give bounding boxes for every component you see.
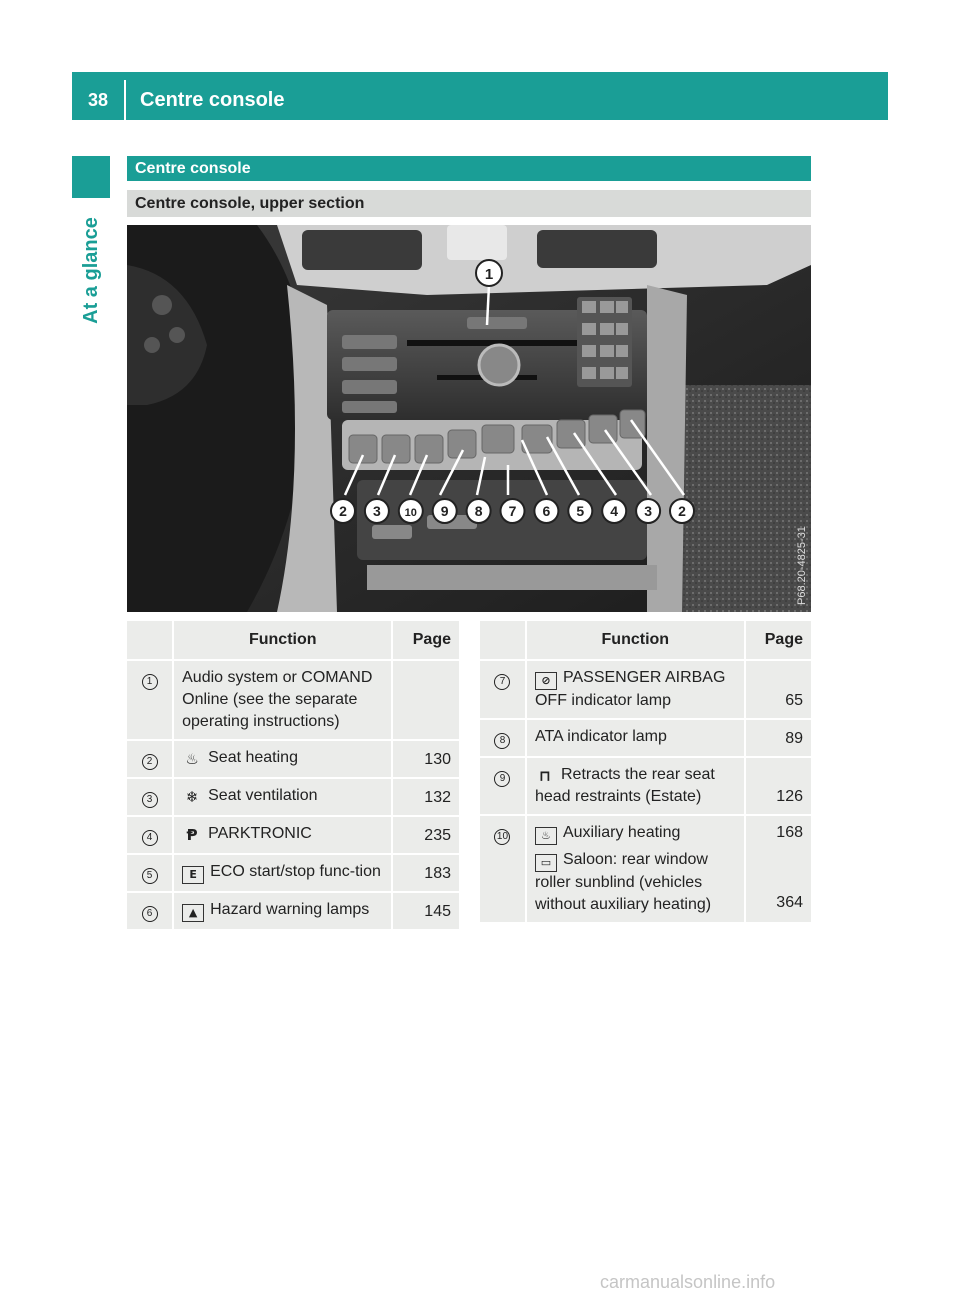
table-row <box>127 661 459 739</box>
page-ref: 168 <box>776 824 803 841</box>
function-text: Hazard warning lamps <box>210 901 370 918</box>
callout-3 <box>636 499 660 523</box>
callout-7 <box>501 499 525 523</box>
function-text: ATA indicator lamp <box>527 720 746 756</box>
image-code: P68.20-4825-31 <box>796 526 808 605</box>
callout-1 <box>476 260 502 286</box>
page-header <box>72 72 888 120</box>
item-number: 3 <box>142 792 158 808</box>
function-text: ECO start/stop func-tion <box>210 863 381 880</box>
page-ref: 65 <box>746 661 811 718</box>
function-text: PASSENGER AIRBAG OFF indicator lamp <box>534 669 726 709</box>
svg-text:3: 3 <box>644 503 652 519</box>
section-title: Centre console <box>127 156 811 181</box>
callout-4 <box>602 499 626 523</box>
callout-9 <box>433 499 457 523</box>
page-ref: 145 <box>393 893 459 929</box>
svg-text:9: 9 <box>440 503 449 519</box>
auxiliary-heating-icon: ♨ <box>535 827 557 845</box>
subsection-title: Centre console, upper section <box>127 190 811 217</box>
page-ref <box>393 661 459 739</box>
page-ref: 364 <box>776 894 803 911</box>
table-row <box>480 816 811 922</box>
callout-10 <box>399 499 423 523</box>
item-number: 4 <box>142 830 158 846</box>
svg-text:7: 7 <box>508 503 517 519</box>
item-number: 2 <box>142 754 158 770</box>
function-text: Seat ventilation <box>208 787 318 804</box>
svg-text:6: 6 <box>542 503 551 519</box>
column-header-function: Function <box>527 621 746 659</box>
callout-8 <box>467 499 491 523</box>
svg-text:1: 1 <box>484 266 494 283</box>
function-table-right <box>480 619 811 924</box>
table-row <box>127 779 459 815</box>
hazard-icon: ▲ <box>182 904 204 922</box>
page-ref: 89 <box>746 720 811 756</box>
page-number: 38 <box>72 80 126 120</box>
sidebar-marker <box>72 156 110 198</box>
watermark: carmanualsonline.info <box>600 1272 776 1292</box>
header-title: Centre console <box>140 88 285 111</box>
function-text: Auxiliary heating <box>562 824 681 841</box>
callout-2 <box>670 499 694 523</box>
table-row <box>480 720 811 756</box>
page-ref: 132 <box>393 779 459 815</box>
centre-console-photo <box>127 225 811 612</box>
page-ref: 130 <box>393 741 459 777</box>
function-text: Audio system or COMAND Online (see the separate operating instructions) <box>174 661 393 739</box>
airbag-off-icon: ⊘ <box>535 672 557 690</box>
svg-text:10: 10 <box>404 507 417 519</box>
svg-text:8: 8 <box>474 503 483 519</box>
table-row <box>127 855 459 891</box>
callout-3 <box>365 499 389 523</box>
function-text: Retracts the rear seat head restraints (Estate) <box>534 766 715 805</box>
callout-2 <box>331 499 355 523</box>
item-number: 9 <box>494 771 510 787</box>
item-number: 5 <box>142 868 158 884</box>
callout-6 <box>534 499 558 523</box>
function-text: Seat heating <box>208 749 298 766</box>
table-row <box>127 893 459 929</box>
column-header-page: Page <box>393 621 459 659</box>
svg-text:3: 3 <box>373 503 381 519</box>
svg-text:2: 2 <box>678 503 686 519</box>
svg-text:2: 2 <box>339 503 347 519</box>
table-row <box>480 661 811 718</box>
column-header-page: Page <box>746 621 811 659</box>
seat-ventilation-icon: ❄ <box>185 788 199 806</box>
function-table-left <box>127 619 459 931</box>
page-ref: 126 <box>746 758 811 814</box>
item-number: 7 <box>494 674 510 690</box>
item-number: 1 <box>142 674 158 690</box>
function-text: PARKTRONIC <box>208 825 312 842</box>
table-row <box>127 741 459 777</box>
callout-5 <box>568 499 592 523</box>
item-number: 8 <box>494 733 510 749</box>
eco-icon: E <box>182 866 204 884</box>
item-number: 10 <box>494 829 510 845</box>
table-row <box>480 758 811 814</box>
function-text: Saloon: rear window roller sunblind (vehicles without auxiliary heating) <box>534 851 712 913</box>
headrest-icon: ⊓ <box>539 767 551 785</box>
table-row <box>127 817 459 853</box>
item-number: 6 <box>142 906 158 922</box>
parktronic-icon: Ᵽ <box>186 826 198 844</box>
sunblind-icon: ▭ <box>535 854 557 872</box>
sidebar-label: At a glance <box>79 216 102 324</box>
seat-heating-icon: ♨ <box>185 750 199 768</box>
svg-text:4: 4 <box>610 503 619 519</box>
column-header-function: Function <box>174 621 393 659</box>
svg-text:5: 5 <box>576 503 585 519</box>
page-ref: 235 <box>393 817 459 853</box>
page-ref: 183 <box>393 855 459 891</box>
